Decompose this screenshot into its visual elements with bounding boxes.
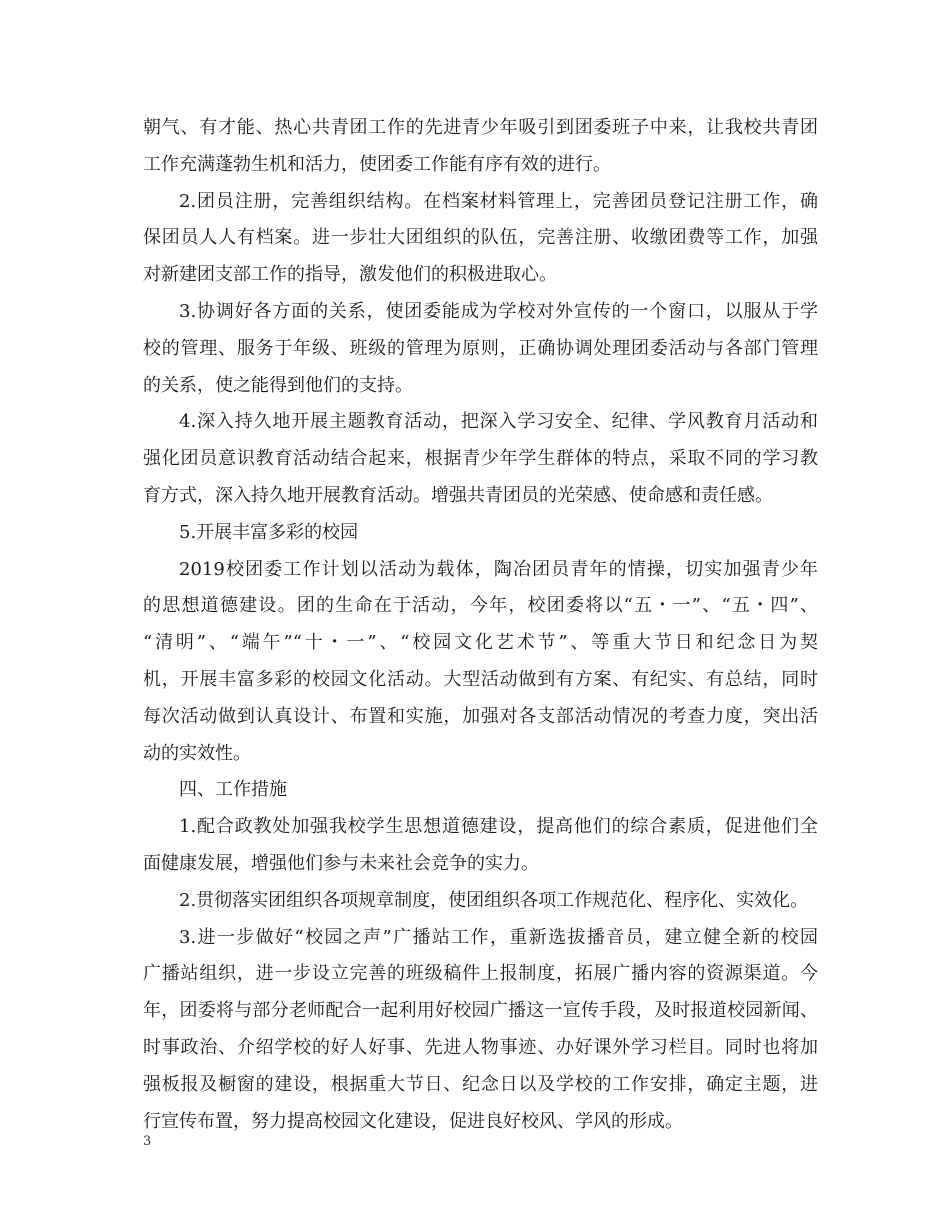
text-line: 动的实效性。 [143,742,251,764]
text-line: 保团员人人有档案。进一步壮大团组织的队伍，完善注册、收缴团费等工作，加强 [143,227,818,249]
text-line: 工作充满蓬勃生机和活力，使团委工作能有序有效的进行。 [143,153,611,175]
text-line: 3.协调好各方面的关系，使团委能成为学校对外宣传的一个窗口，以服从于学 [179,300,818,322]
text-line: 年，团委将与部分老师配合一起利用好校园广播这一宣传手段，及时报道校园新闻、 [143,1000,818,1022]
text-line: 5.开展丰富多彩的校园 [179,521,359,543]
text-line: 面健康发展，增强他们参与未来社会竞争的实力。 [143,852,539,874]
text-line: 四、工作措施 [179,779,287,801]
page-number: 3 [143,1134,152,1149]
text-line: 育方式，深入持久地开展教育活动。增强共青团员的光荣感、使命感和责任感。 [143,484,773,506]
text-line: 1.配合政教处加强我校学生思想道德建设，提高他们的综合素质，促进他们全 [179,816,818,838]
text-line: 对新建团支部工作的指导，激发他们的积极进取心。 [143,264,557,286]
text-line: 4.深入持久地开展主题教育活动，把深入学习安全、纪律、学风教育月活动和 [179,411,818,433]
text-line: 2019校团委工作计划以活动为载体，陶冶团员青年的情操，切实加强青少年 [179,558,818,580]
text-line: 时事政治、介绍学校的好人好事、先进人物事迹、办好课外学习栏目。同时也将加 [143,1036,818,1058]
text-line: 2.团员注册，完善组织结构。在档案材料管理上，完善团员登记注册工作，确 [179,190,818,212]
text-line: 强化团员意识教育活动结合起来，根据青少年学生群体的特点，采取不同的学习教 [143,448,818,470]
text-line: 2.贯彻落实团组织各项规章制度，使团组织各项工作规范化、程序化、实效化。 [179,889,809,911]
text-line: 每次活动做到认真设计、布置和实施，加强对各支部活动情况的考查力度，突出活 [143,705,818,727]
text-line: 的思想道德建设。团的生命在于活动，今年，校团委将以“五・一”、“五・四”、 [143,595,818,617]
text-line: 3.进一步做好“校园之声”广播站工作，重新选拔播音员，建立健全新的校园 [179,926,818,948]
text-line: “清明”、“端午”“十・一”、“校园文化艺术节”、等重大节日和纪念日为契 [143,632,818,654]
document-body [143,110,818,1140]
text-line: 行宣传布置，努力提高校园文化建设，促进良好校风、学风的形成。 [143,1110,683,1132]
text-line: 朝气、有才能、热心共青团工作的先进青少年吸引到团委班子中来，让我校共青团 [143,117,818,138]
text-line: 广播站组织，进一步设立完善的班级稿件上报制度，拓展广播内容的资源渠道。今 [143,963,818,985]
text-line: 校的管理、服务于年级、班级的管理为原则，正确协调处理团委活动与各部门管理 [143,337,818,359]
text-line: 的关系，使之能得到他们的支持。 [143,374,413,396]
text-line: 机，开展丰富多彩的校园文化活动。大型活动做到有方案、有纪实、有总结，同时 [143,668,818,690]
text-line: 强板报及橱窗的建设，根据重大节日、纪念日以及学校的工作安排，确定主题，进 [143,1073,818,1095]
